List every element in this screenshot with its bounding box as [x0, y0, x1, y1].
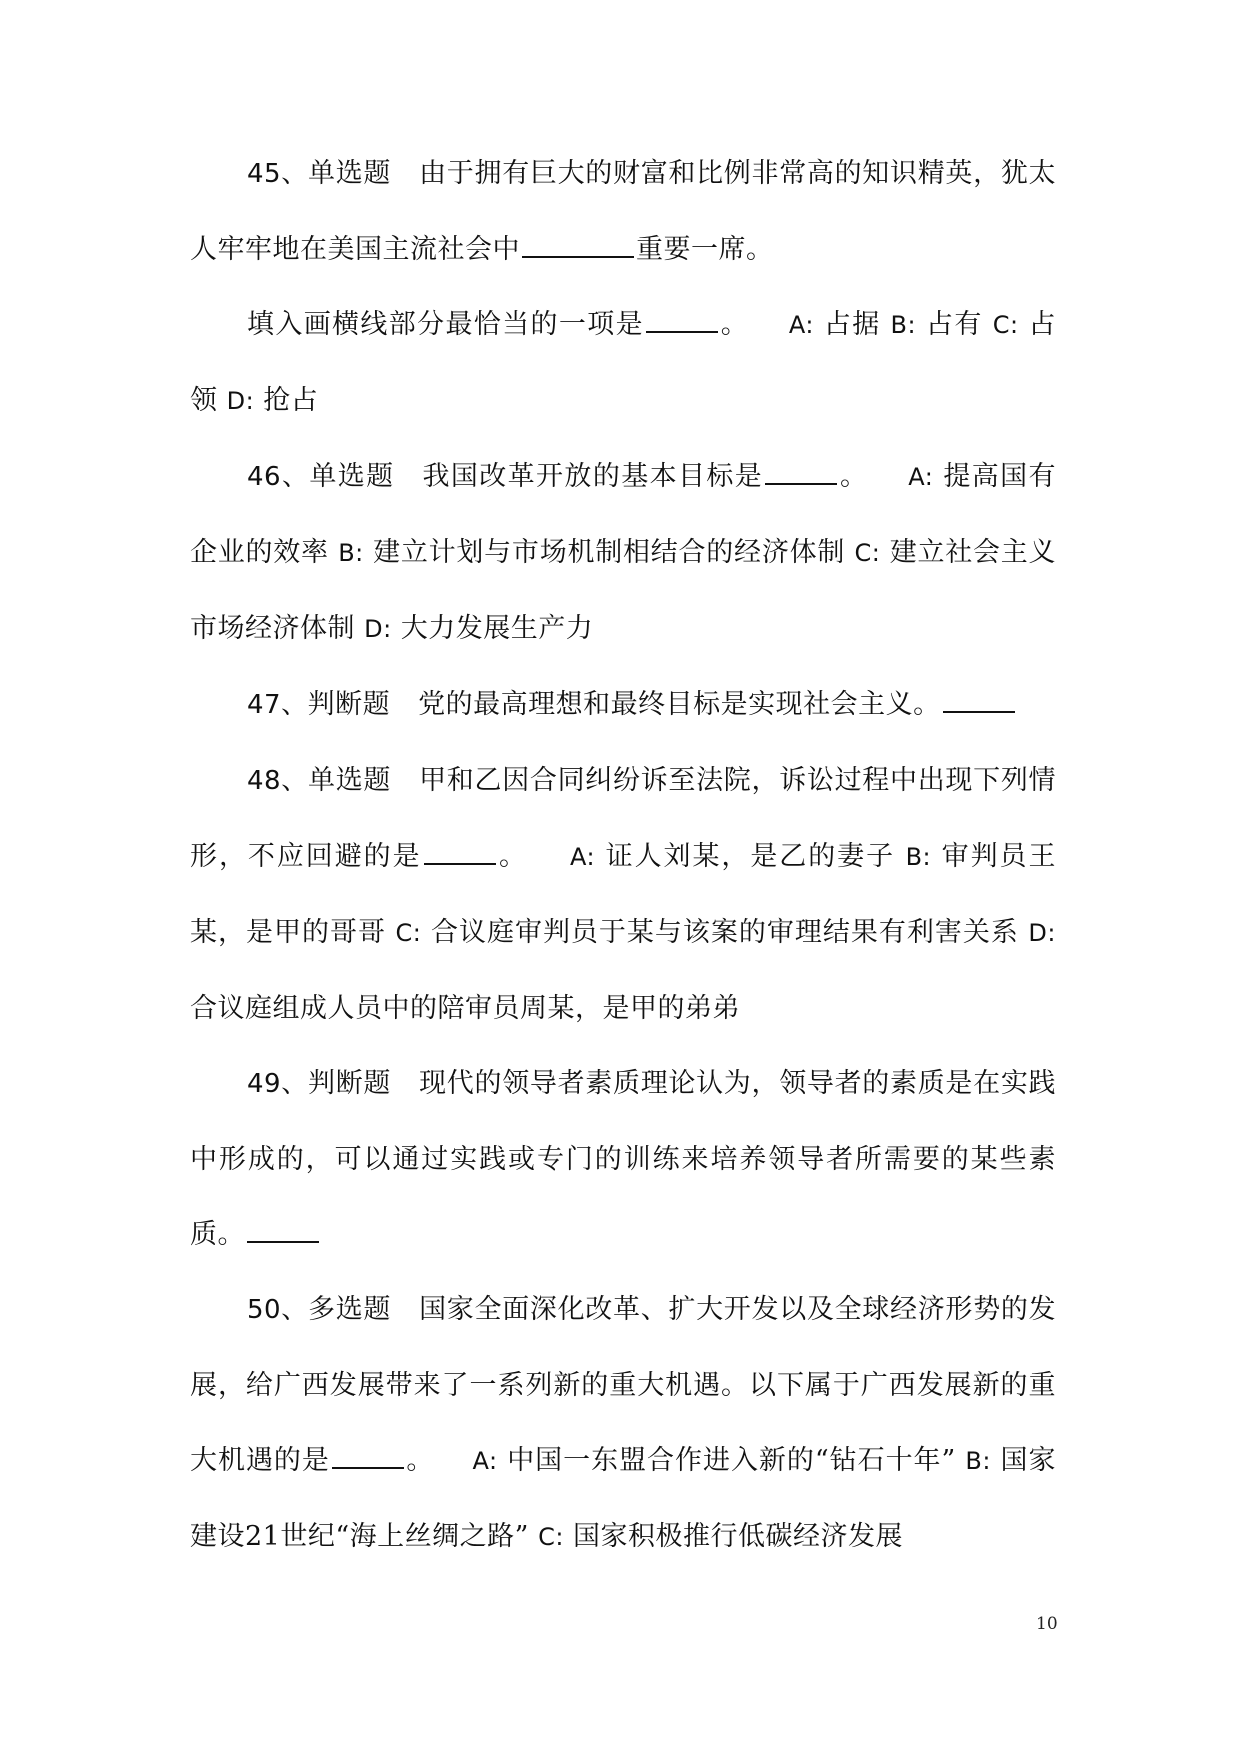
answer-blank [943, 687, 1015, 713]
answer-blank [247, 1217, 319, 1243]
answer-blank [522, 232, 634, 258]
question-47 [190, 667, 1056, 743]
option-text: 合议庭审判员于某与该案的审理结果有利害关系 [430, 917, 1019, 948]
question-type: 多选题 [308, 1294, 392, 1325]
question-stem: 现代的领导者素质理论认为，领导者的素质是在实践中形成的，可以通过实践或专门的训练来培养领导者所需要的某些素质。 [190, 1068, 1057, 1250]
question-stem: 我国改革开放的基本目标是 [422, 461, 764, 492]
option-text: 占有 [926, 309, 983, 340]
option-letter: A: [908, 463, 934, 491]
option-letter: C: [538, 1523, 564, 1551]
question-48 [190, 743, 1056, 1046]
question-type: 判断题 [308, 1068, 392, 1099]
option-text: 占据 [823, 309, 881, 340]
option-letter: A: [788, 311, 814, 339]
question-number: 48、 [247, 766, 308, 796]
option-text: 建立社会主义市场经济体制 [190, 537, 1057, 644]
option-letter: C: [395, 919, 422, 947]
question-50 [190, 1272, 1056, 1575]
answer-blank [332, 1443, 404, 1469]
question-type: 单选题 [308, 765, 392, 796]
question-49 [190, 1046, 1056, 1272]
question-stem: 甲和乙因合同纠纷诉至法院，诉讼过程中出现下列情形，不应回避的是 [190, 765, 1057, 872]
question-type: 单选题 [309, 461, 395, 492]
question-type: 单选题 [308, 158, 392, 189]
option-letter: D: [364, 615, 392, 643]
answer-blank [765, 459, 837, 485]
option-text: 合议庭组成人员中的陪审员周某，是甲的弟弟 [190, 993, 740, 1024]
option-letter: B: [965, 1447, 991, 1475]
question-stem-end: 。 [839, 461, 869, 492]
question-number: 45、 [247, 159, 308, 189]
question-type: 判断题 [307, 689, 391, 720]
option-text: 建立计划与市场机制相结合的经济体制 [373, 537, 846, 568]
option-text: 提高国有企业的效率 [190, 461, 1057, 568]
option-text: 大力发展生产力 [400, 613, 594, 644]
option-letter: D: [226, 387, 255, 415]
option-letter: B: [905, 843, 932, 871]
option-text: 证人刘某，是乙的妻子 [605, 841, 896, 872]
option-letter: C: [854, 539, 881, 567]
question-number: 47、 [247, 690, 308, 720]
page-number: 10 [1036, 1614, 1058, 1634]
question-45-prompt [190, 287, 1056, 439]
question-45 [190, 136, 1056, 287]
option-letter: B: [890, 311, 917, 339]
question-stem-end: 重要一席。 [636, 234, 774, 265]
option-text: 国家积极推行低碳经济发展 [573, 1521, 903, 1552]
option-text: 国家建设21世纪“海上丝绸之路” [190, 1445, 1057, 1552]
prompt-text: 填入画横线部分最恰当的一项是 [247, 309, 644, 340]
option-letter: A: [472, 1447, 498, 1475]
option-letter: B: [338, 539, 364, 567]
option-text: 抢占 [263, 385, 319, 416]
question-stem: 由于拥有巨大的财富和比例非常高的知识精英，犹太人牢牢地在美国主流社会中 [190, 158, 1057, 265]
question-46 [190, 439, 1056, 667]
question-stem: 国家全面深化改革、扩大开发以及全球经济形势的发展，给广西发展带来了一系列新的重大机遇。以下属于广西发展新的重大机遇的是 [190, 1294, 1057, 1476]
option-letter: C: [992, 311, 1019, 339]
prompt-end: 。 [719, 309, 750, 340]
option-letter: D: [1028, 919, 1056, 947]
option-text: 审判员王某，是甲的哥哥 [190, 841, 1056, 948]
answer-blank [424, 839, 496, 865]
question-number: 46、 [247, 462, 310, 492]
question-stem: 党的最高理想和最终目标是实现社会主义。 [418, 689, 941, 720]
option-text: 占领 [190, 309, 1056, 416]
question-number: 50、 [247, 1295, 308, 1325]
question-stem-end: 。 [405, 1445, 435, 1476]
question-number: 49、 [247, 1069, 308, 1099]
question-list [190, 136, 1056, 1575]
answer-blank [646, 307, 718, 333]
question-stem-end: 。 [497, 841, 528, 872]
option-text: 中国一东盟合作进入新的“钻石十年” [507, 1445, 956, 1476]
option-letter: A: [570, 843, 596, 871]
